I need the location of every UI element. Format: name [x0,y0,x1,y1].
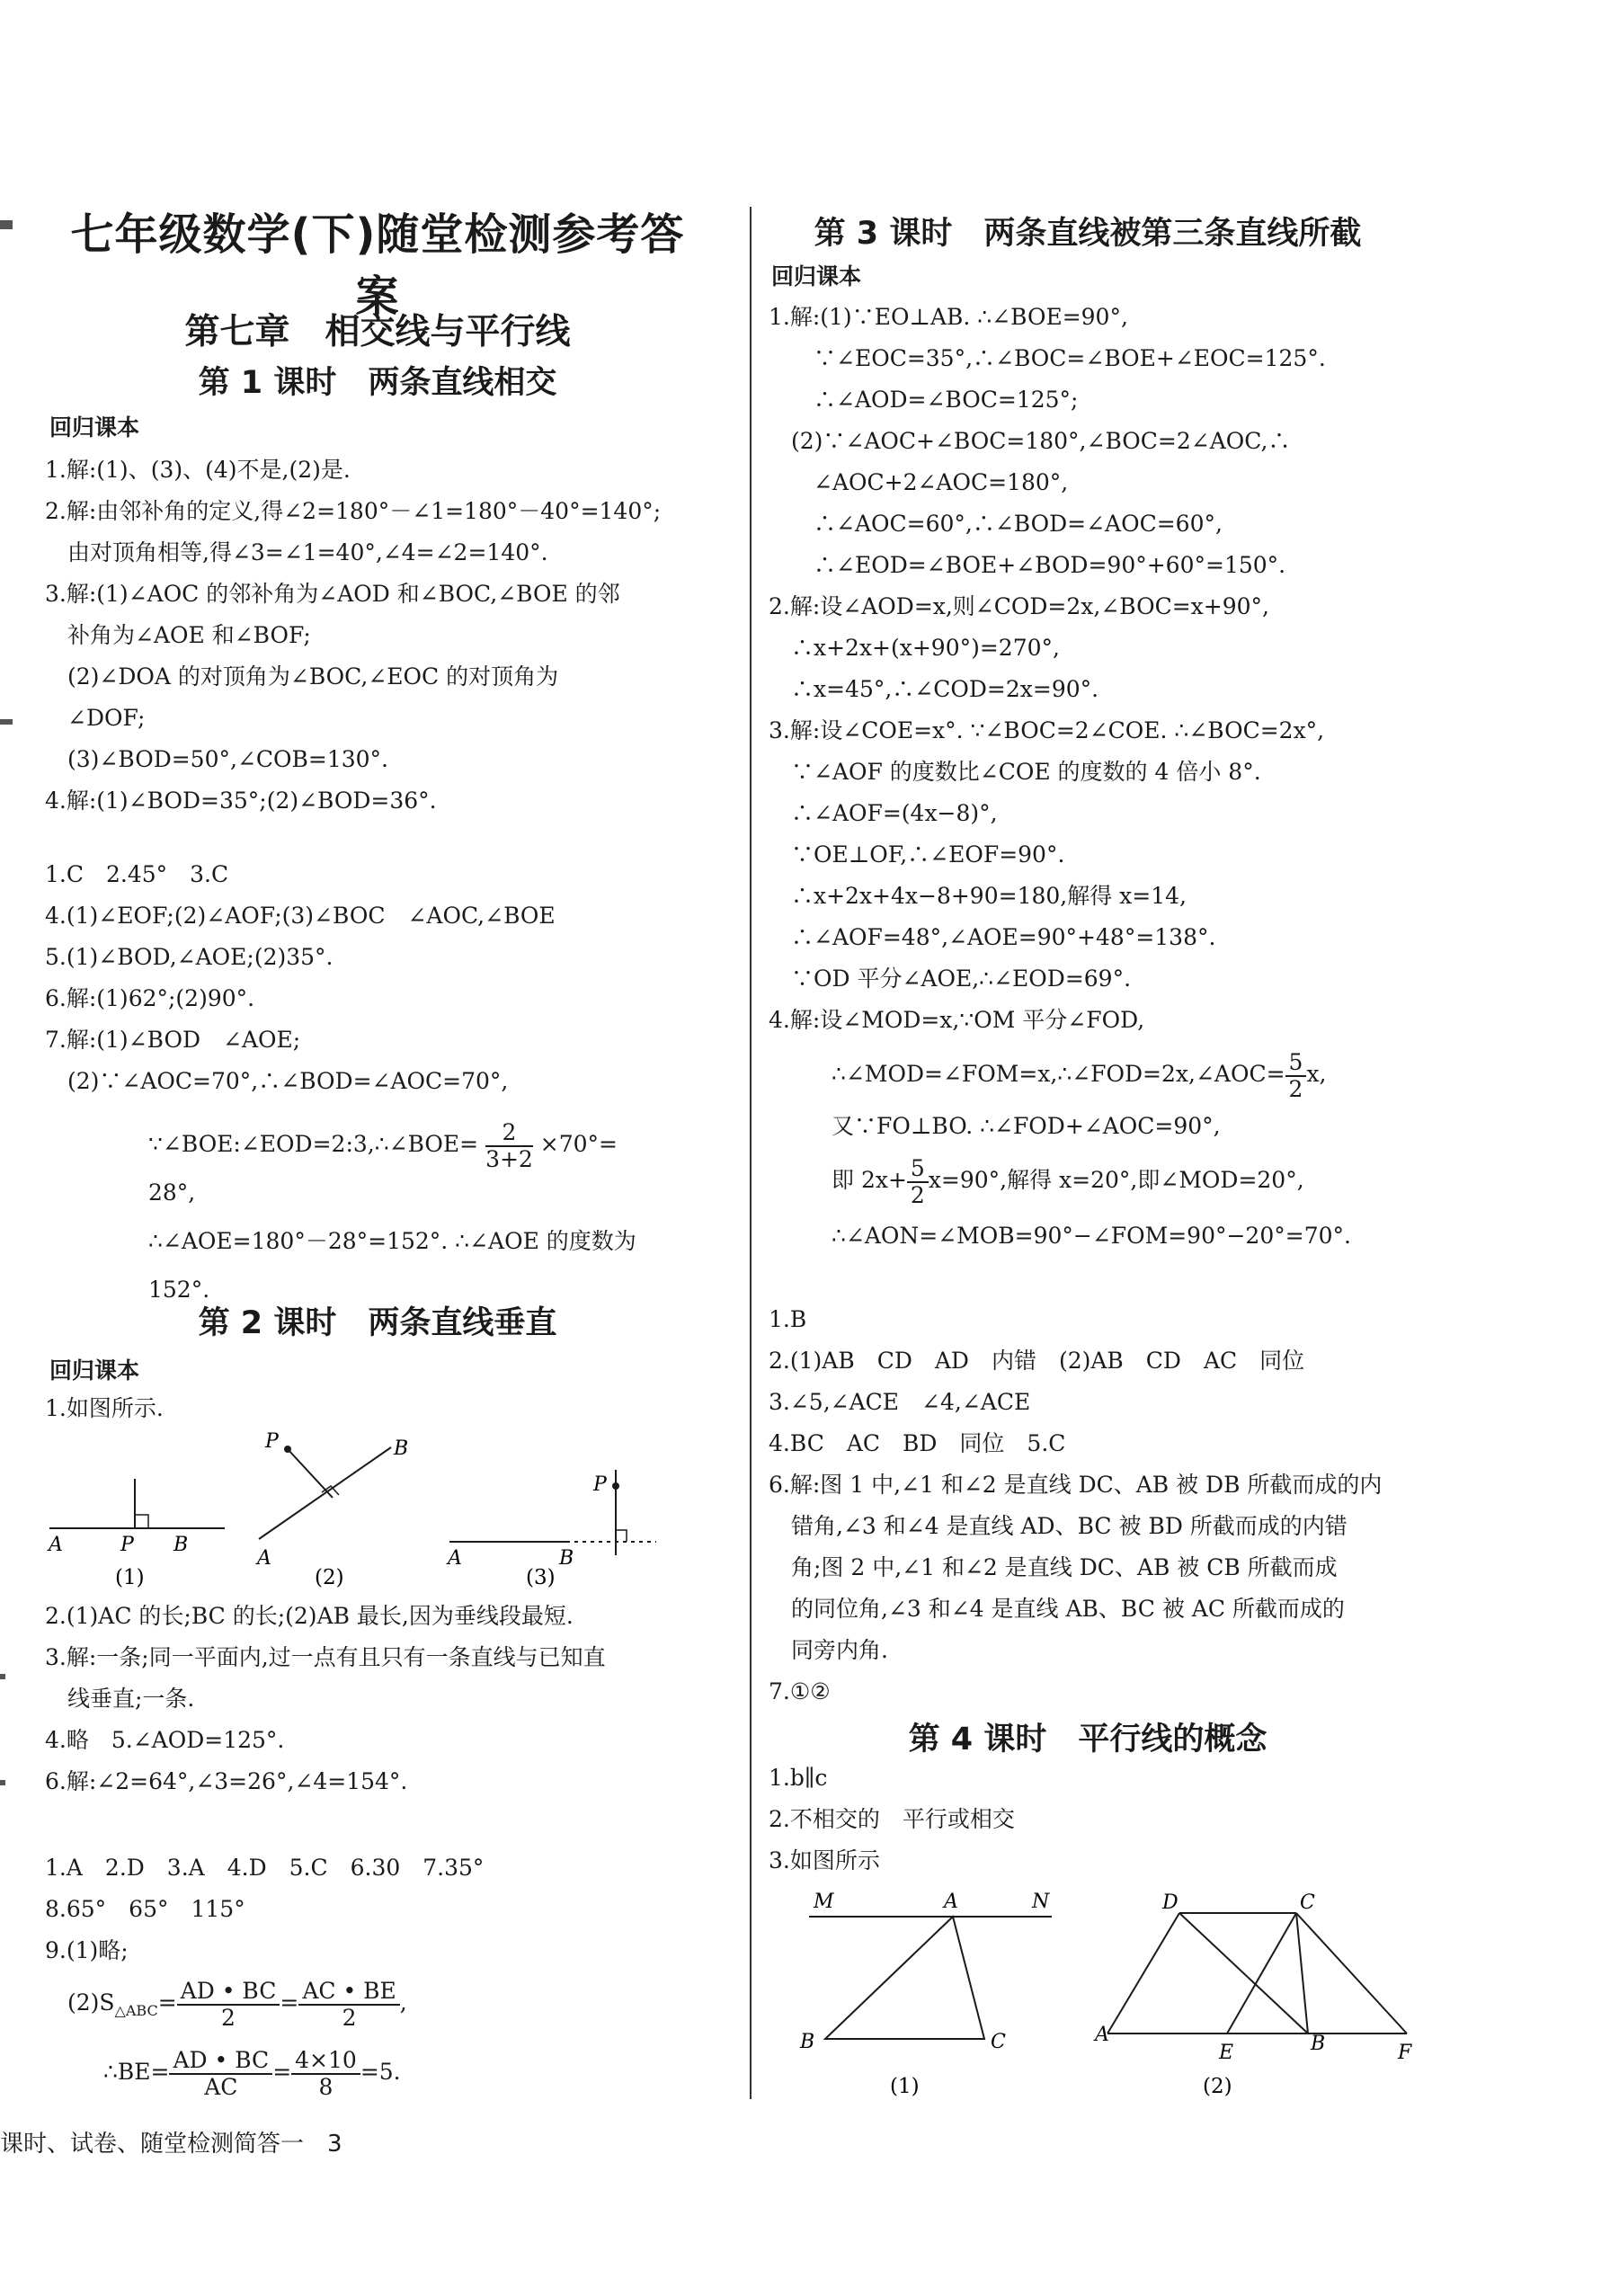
lesson-2-answers [45,1596,606,1802]
line-db [1179,1913,1308,2033]
answer-line: 4.(1)∠EOF;(2)∠AOF;(3)∠BOC ∠AOC,∠BOE [45,903,556,929]
answer-line: 3.解:设∠COE=x°. ∵∠BOC=2∠COE. ∴∠BOC=2x°, [769,717,1325,743]
answer-line: 2.(1)AB CD AD 内错 (2)AB CD AC 同位 [769,1348,1305,1374]
fraction-numerator: AD • BC [177,1979,280,2006]
answer-line: ∴x+2x+(x+90°)=270°, [769,635,1060,661]
point-label: B [559,1547,574,1570]
answer-line: ∴x+2x+4x−8+90=180,解得 x=14, [769,883,1187,909]
answer-line: 3.如图所示 [769,1847,880,1873]
figure-caption: (2) [315,1566,344,1589]
answer-line: ∵OD 平分∠AOE,∴∠EOD=69°. [769,966,1132,992]
fraction-prefix: ∵∠BOE:∠EOD=2:3,∴∠BOE= [148,1131,479,1157]
right-angle-mark [135,1515,148,1528]
point-marker [284,1446,291,1453]
fraction-numerator: 4×10 [291,2048,360,2075]
lesson-3-answers [769,297,1326,1041]
fraction-suffix: x, [1306,1061,1327,1087]
fraction [298,1979,399,2031]
figure-caption: (1) [115,1566,145,1589]
point-label: B [394,1437,409,1460]
answer-line: 错角,∠3 和∠4 是直线 AD、BC 被 BD 所截而成的内错 [769,1513,1348,1539]
figure-caption: (2) [1203,2075,1232,2098]
area-equation [67,1973,407,2041]
point-label: B [800,2031,815,2053]
point-label: B [173,1534,189,1556]
line-cf [1296,1913,1407,2033]
figure-caption: (1) [890,2075,920,2098]
answer-line: 1.C 2.45° 3.C [45,861,229,887]
fraction-suffix: x=90°,解得 x=20°,即∠MOD=20°, [928,1167,1304,1193]
point-label: B [1311,2033,1326,2055]
fraction [907,1156,929,1208]
fraction-denominator: 2 [342,2004,357,2031]
point-label: P [265,1430,279,1453]
lesson-3-exercises [769,1299,1382,1713]
answer-line: 1.如图所示. [45,1395,164,1421]
answer-line: 5.(1)∠BOD,∠AOE;(2)35°. [45,944,334,970]
answer-line: (2)∠DOA 的对顶角为∠BOC,∠EOC 的对顶角为 [45,663,559,690]
answer-line: 152°. [148,1277,210,1303]
subscript: △ABC [114,2002,158,2019]
fraction [169,2048,272,2100]
answer-line: 2.解:由邻补角的定义,得∠2=180°－∠1=180°－40°=140°; [45,498,662,524]
point-label: A [944,1891,958,1913]
answer-line: ∴∠AON=∠MOB=90°−∠FOM=90°−20°=70°. [832,1223,1351,1249]
fraction-line [148,1115,618,1174]
lesson-1-exercises [45,854,556,1102]
answer-line: 补角为∠AOE 和∠BOF; [45,622,311,648]
answer-line: (2)∵∠AOC+∠BOC=180°,∠BOC=2∠AOC,∴ [769,428,1291,454]
point-label: P [120,1534,134,1556]
edge-mark [0,220,13,229]
answer-line: 同旁内角. [769,1637,888,1663]
answer-line: 4.解:设∠MOD=x,∵OM 平分∠FOD, [769,1007,1145,1033]
equation-text: ∴BE= [103,2059,170,2085]
line-ce [1227,1913,1296,2033]
lesson-1-tail [148,1169,636,1314]
answer-line: 角;图 2 中,∠1 和∠2 是直线 DC、AB 被 CB 所截而成 [769,1554,1338,1580]
edge-mark [0,719,13,725]
be-equation [103,2042,401,2102]
page-title: 七年级数学(下)随堂检测参考答案 [70,209,685,322]
fraction-prefix: 即 2x+ [832,1167,907,1193]
fraction [1285,1050,1307,1102]
point-label: D [1162,1891,1179,1914]
answer-line: 2.解:设∠AOD=x,则∠COD=2x,∠BOC=x+90°, [769,593,1269,619]
point-label: M [814,1891,834,1913]
column-divider [750,207,752,2099]
answer-line: 1.b∥c [769,1765,828,1791]
answer-line: (3)∠BOD=50°,∠COB=130°. [45,746,388,772]
equation-text: =5. [360,2059,401,2085]
answer-line: ∴x=45°,∴∠COD=2x=90°. [769,676,1099,702]
fraction-numerator: AD • BC [169,2048,272,2075]
answer-line: 4.BC AC BD 同位 5.C [769,1430,1066,1456]
answer-line: ∴∠AOD=∠BOC=125°; [769,387,1079,413]
line-da [1107,1913,1179,2033]
answer-line: 6.解:图 1 中,∠1 和∠2 是直线 DC、AB 被 DB 所截而成的内 [769,1472,1383,1498]
answer-line: 4.解:(1)∠BOD=35°;(2)∠BOD=36°. [45,788,437,814]
answer-line: 3.解:一条;同一平面内,过一点有且只有一条直线与已知直 [45,1644,606,1670]
section-label: 回归课本 [49,1357,140,1384]
point-label: E [1219,2042,1234,2064]
point-label: F [1398,2042,1412,2064]
fraction-numerator: 5 [907,1156,929,1183]
answer-line: 3.解:(1)∠AOC 的邻补角为∠AOD 和∠BOC,∠BOE 的邻 [45,581,620,607]
answer-line: ∴∠AOC=60°,∴∠BOD=∠AOC=60°, [769,511,1223,537]
answer-line: ∴∠AOF=(4x−8)°, [769,800,998,826]
section-label: 回归课本 [771,263,862,289]
fraction-denominator: 2 [1288,1075,1303,1102]
answer-line: ∵OE⊥OF,∴∠EOF=90°. [769,841,1065,868]
parallel-figures [791,1879,1438,2113]
answer-line: 7.①② [769,1678,831,1704]
lesson-2-heading: 第 2 课时 两条直线垂直 [198,1305,557,1341]
edge-mark [0,1674,5,1679]
fraction-line [832,1151,1304,1210]
fraction-denominator: 8 [318,2073,334,2100]
fraction [177,1979,280,2031]
answer-line: ∴∠AOF=48°,∠AOE=90°+48°=138°. [769,924,1216,950]
point-label: A [49,1534,63,1556]
fig2-perpendicular [288,1449,333,1498]
answer-line: (2)∵∠AOC=70°,∴∠BOD=∠AOC=70°, [45,1068,509,1094]
lesson-1-answers [45,449,661,822]
right-angle-mark [616,1530,627,1542]
equation-text: = [157,1989,177,2016]
lesson-1-heading: 第 1 课时 两条直线相交 [198,365,557,401]
fraction-line [832,1045,1326,1104]
equation-text: = [272,2059,292,2085]
answer-line: 线垂直;一条. [45,1686,195,1712]
point-label: C [991,2031,1006,2053]
fraction-prefix: ∴∠MOD=∠FOM=x,∴∠FOD=2x,∠AOC= [832,1061,1285,1087]
lesson-2-exercises [45,1847,484,1971]
lesson-4-heading: 第 4 课时 平行线的概念 [908,1722,1267,1758]
answer-line: 28°, [148,1179,196,1206]
answer-line: 2.不相交的 平行或相交 [769,1806,1015,1832]
lesson-3-heading: 第 3 课时 两条直线被第三条直线所截 [814,216,1362,252]
answer-line: 6.解:∠2=64°,∠3=26°,∠4=154°. [45,1768,408,1794]
answer-line: 的同位角,∠3 和∠4 是直线 AB、BC 被 AC 所截而成的 [769,1596,1345,1622]
fraction [291,2048,360,2100]
answer-line: 7.解:(1)∠BOD ∠AOE; [45,1027,301,1053]
fraction-numerator: AC • BE [298,1979,399,2006]
fraction-denominator: 3+2 [485,1145,533,1172]
answer-line: ∠DOF; [45,705,146,731]
answer-line: ∵∠AOF 的度数比∠COE 的度数的 4 倍小 8°. [769,759,1261,785]
point-label: N [1032,1891,1050,1913]
answer-line: ∵∠EOC=35°,∴∠BOC=∠BOE+∠EOC=125°. [769,345,1326,371]
answer-line: 3.∠5,∠ACE ∠4,∠ACE [769,1389,1031,1415]
answer-line: 1.解:(1)、(3)、(4)不是,(2)是. [45,457,351,483]
section-label: 回归课本 [49,414,140,441]
answer-line: 9.(1)略; [45,1937,129,1963]
fraction [485,1120,533,1172]
point-label: A [1095,2024,1109,2046]
answer-line: 1.B [769,1306,807,1332]
perpendicular-figures [45,1429,674,1591]
answer-line: 2.(1)AC 的长;BC 的长;(2)AB 最长,因为垂线段最短. [45,1603,574,1629]
answer-line: ∠AOC+2∠AOC=180°, [769,469,1069,495]
chapter-heading: 第七章 相交线与平行线 [184,312,571,352]
edge-mark [0,1780,5,1785]
point-label: P [593,1473,607,1496]
answer-line: 又∵FO⊥BO. ∴∠FOD+∠AOC=90°, [832,1113,1221,1139]
point-label: A [448,1547,462,1570]
answer-line: 4.略 5.∠AOD=125°. [45,1727,285,1753]
fraction-suffix: ×70°= [539,1131,618,1157]
fraction-denominator: AC [204,2073,238,2100]
point-label: C [1300,1891,1315,1914]
equation-text: , [399,1989,407,2016]
point-marker [612,1482,619,1490]
fig2-line [259,1447,391,1539]
answer-line: ∴∠EOD=∠BOE+∠BOD=90°+60°=150°. [769,552,1286,578]
page-footer: 课时、试卷、随堂检测简答一 3 [0,2131,342,2158]
fraction-denominator: 2 [910,1181,925,1208]
triangle-abc [825,1917,984,2039]
fraction-numerator: 5 [1285,1050,1307,1077]
answer-line: 1.A 2.D 3.A 4.D 5.C 6.30 7.35° [45,1855,485,1881]
fraction-denominator: 2 [221,2004,236,2031]
equation-text: = [280,1989,299,2016]
fraction-numerator: 2 [485,1120,533,1147]
equation-text: (2)S [67,1989,115,2016]
point-label: A [257,1547,271,1570]
figure-caption: (3) [526,1566,556,1589]
answer-line: 6.解:(1)62°;(2)90°. [45,985,255,1011]
lesson-4-answers [769,1758,1015,1882]
answer-line: 8.65° 65° 115° [45,1896,245,1922]
answer-line: 1.解:(1)∵EO⊥AB. ∴∠BOE=90°, [769,304,1128,330]
line-cb [1296,1913,1308,2033]
answer-line: 由对顶角相等,得∠3=∠1=40°,∠4=∠2=140°. [45,539,548,565]
answer-line: ∴∠AOE=180°－28°=152°. ∴∠AOE 的度数为 [148,1228,636,1254]
